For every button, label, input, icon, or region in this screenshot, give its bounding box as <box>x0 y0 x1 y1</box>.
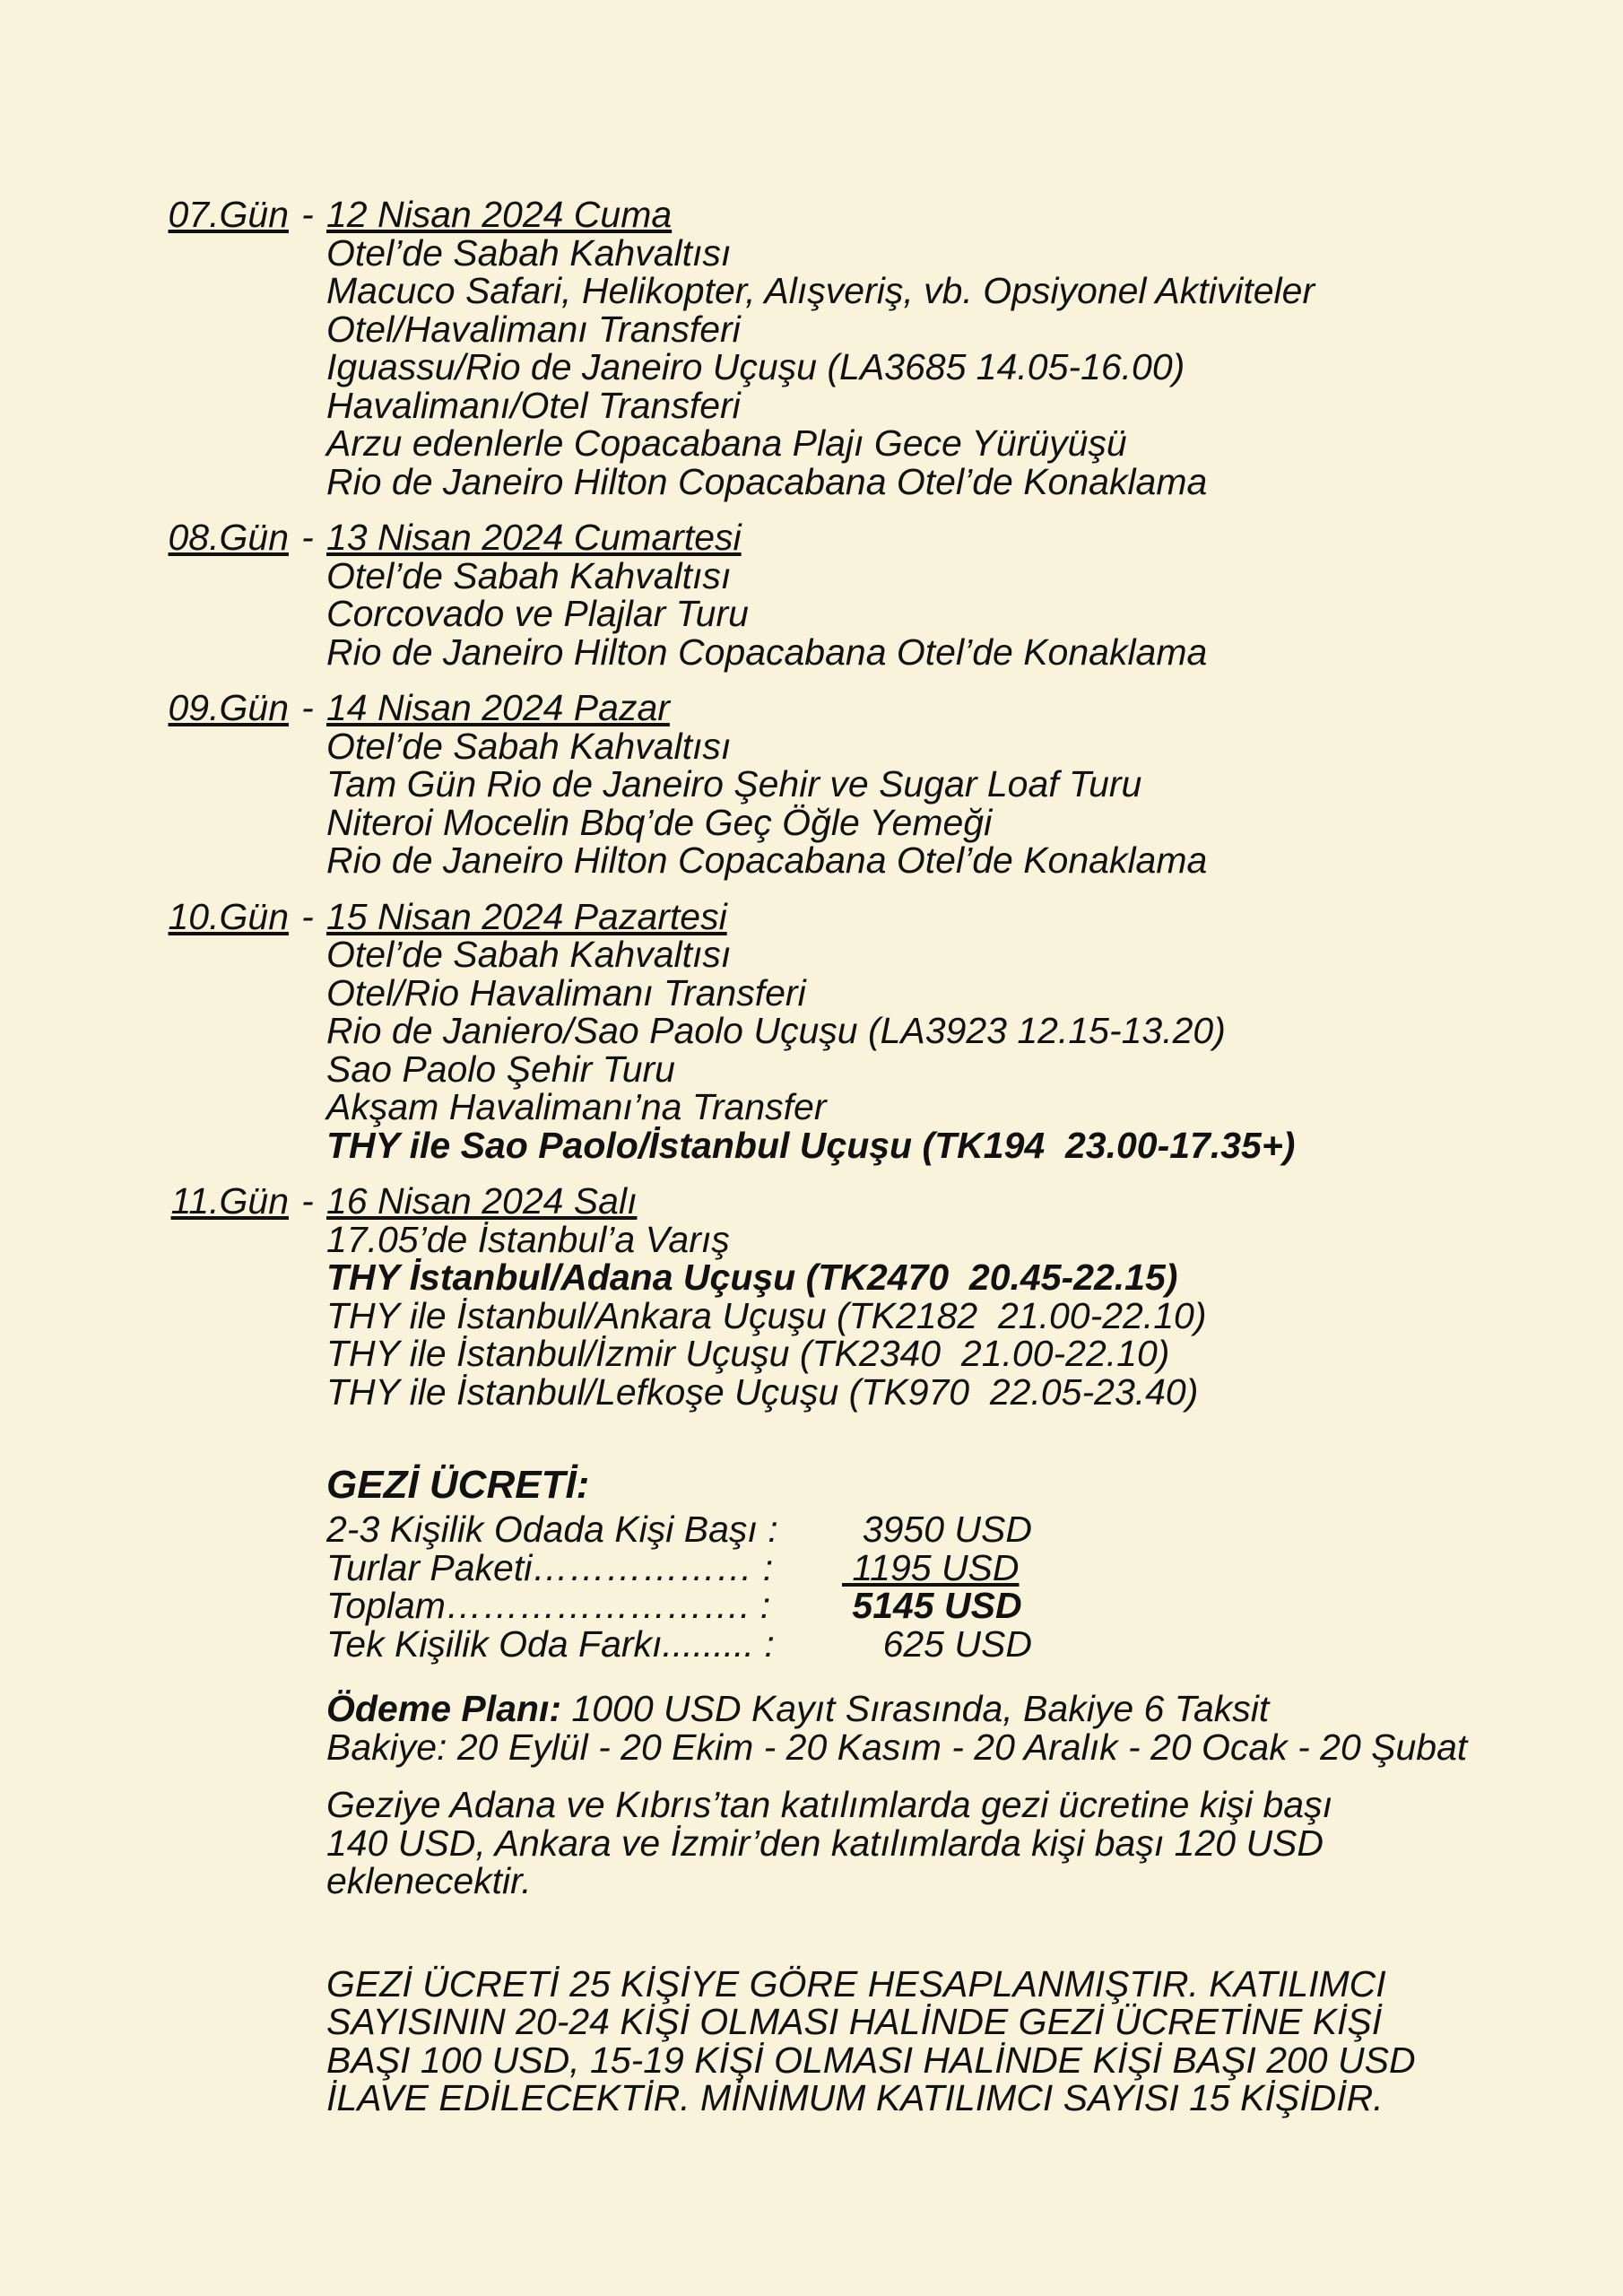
day-entry <box>154 895 1553 1166</box>
day-activities <box>154 231 1553 502</box>
activity-item: THY ile İstanbul/İzmir Uçuşu (TK2340 21.00-22.10) <box>326 1333 1170 1374</box>
activity-item: Otel/Havalimanı Transferi <box>326 308 741 350</box>
pricing-value: 1195 USD <box>842 1546 1020 1588</box>
day-number: 09.Gün <box>168 687 289 728</box>
payment-plan <box>326 1690 1600 1766</box>
day-separator: - <box>301 1180 314 1222</box>
pricing-label: Tek Kişilik Oda Farkı......... : <box>326 1622 775 1665</box>
day-activities <box>154 727 1553 880</box>
day-list <box>154 196 1553 1429</box>
pricing-label: 2-3 Kişilik Odada Kişi Başı : <box>326 1509 778 1550</box>
pricing-value: 625 USD <box>842 1622 1032 1665</box>
condition-line: BAŞI 100 USD, 15-19 KİŞİ OLMASI HALİNDE KİŞİ BAŞI 200 USD <box>326 2039 1416 2081</box>
day-header <box>154 1182 1553 1221</box>
payment-plan-text: 1000 USD Kayıt Sırasında, Bakiye 6 Taksit <box>561 1688 1270 1729</box>
activity-item: Rio de Janeiro Hilton Copacabana Otel’de Konaklama <box>326 631 1208 673</box>
activity-item: Rio de Janiero/Sao Paolo Uçuşu (LA3923 12.15-13.20) <box>326 1010 1226 1051</box>
day-separator: - <box>301 895 314 937</box>
activity-item: THY ile İstanbul/Lefkoşe Uçuşu (TK970 22.05-23.40) <box>326 1370 1199 1413</box>
day-header <box>154 518 1553 557</box>
pricing-row <box>326 1587 1600 1625</box>
day-number: 10.Gün <box>168 895 289 937</box>
day-entry <box>154 689 1553 880</box>
pricing-row <box>326 1546 1600 1588</box>
day-activities <box>154 1218 1553 1413</box>
day-entry <box>154 1182 1553 1411</box>
activity-item: THY ile İstanbul/Ankara Uçuşu (TK2182 21.00-22.10) <box>326 1294 1207 1336</box>
activity-item: Macuco Safari, Helikopter, Alışveriş, vb. Opsiyonel Aktiviteler <box>326 270 1315 311</box>
payment-schedule: Bakiye: 20 Eylül - 20 Ekim - 20 Kasım - 20 Aralık - 20 Ocak - 20 Şubat <box>326 1726 1468 1768</box>
day-header <box>154 689 1553 727</box>
activity-item: THY İstanbul/Adana Uçuşu (TK2470 20.45-22.15) <box>326 1257 1178 1298</box>
day-separator: - <box>301 517 314 558</box>
pricing-value: 3950 USD <box>842 1509 1032 1550</box>
day-date: 14 Nisan 2024 Pazar <box>326 687 670 728</box>
note-line: Geziye Adana ve Kıbrıs’tan katılımlarda gezi ücretine kişi başı <box>326 1784 1332 1825</box>
day-separator: - <box>301 687 314 728</box>
day-activities <box>154 554 1553 673</box>
day-number: 11.Gün <box>170 1180 289 1222</box>
activity-item: Otel’de Sabah Kahvaltısı <box>326 231 732 274</box>
activity-item: Rio de Janeiro Hilton Copacabana Otel’de Konaklama <box>326 460 1208 502</box>
activity-item: THY ile Sao Paolo/İstanbul Uçuşu (TK194 23.00-17.35+) <box>326 1124 1296 1166</box>
activity-item: Otel’de Sabah Kahvaltısı <box>326 554 732 596</box>
activity-item: Corcovado ve Plajlar Turu <box>326 593 749 634</box>
note-line: eklenecektir. <box>326 1860 532 1901</box>
activity-item: Arzu edenlerle Copacabana Plajı Gece Yürüyüşü <box>326 422 1127 464</box>
day-date: 12 Nisan 2024 Cuma <box>326 194 673 235</box>
pricing-value: 5145 USD <box>842 1585 1022 1626</box>
activity-item: 17.05’de İstanbul’a Varış <box>326 1218 730 1260</box>
pricing-section <box>326 1464 1600 2118</box>
activity-item: Niteroi Mocelin Bbq’de Geç Öğle Yemeği <box>326 801 993 843</box>
day-entry <box>154 196 1553 500</box>
day-header <box>154 196 1553 234</box>
pricing-row <box>326 1510 1600 1549</box>
day-date: 16 Nisan 2024 Salı <box>326 1180 638 1222</box>
day-entry <box>154 518 1553 671</box>
day-activities <box>154 935 1553 1164</box>
day-date: 15 Nisan 2024 Pazartesi <box>326 895 727 937</box>
activity-item: Akşam Havalimanı’na Transfer <box>326 1086 827 1127</box>
day-separator: - <box>301 194 314 235</box>
activity-item: Otel/Rio Havalimanı Transferi <box>326 971 806 1013</box>
pricing-heading: GEZİ ÜCRETİ: <box>326 1463 590 1507</box>
pricing-label: Turlar Paketi……………… : <box>326 1546 774 1588</box>
day-number: 08.Gün <box>168 517 289 558</box>
activity-item: Iguassu/Rio de Janeiro Uçuşu (LA3685 14.05-16.00) <box>326 346 1185 387</box>
condition-line: SAYISININ 20-24 KİŞİ OLMASI HALİNDE GEZİ ÜCRETİNE KİŞİ <box>326 2001 1383 2042</box>
activity-item: Sao Paolo Şehir Turu <box>326 1048 675 1090</box>
activity-item: Otel’de Sabah Kahvaltısı <box>326 725 732 767</box>
extra-fee-note <box>326 1786 1600 1900</box>
pricing-row <box>326 1622 1600 1665</box>
payment-plan-label: Ödeme Planı: <box>326 1688 562 1729</box>
activity-item: Tam Gün Rio de Janeiro Şehir ve Sugar Loaf Turu <box>326 763 1142 804</box>
condition-line: İLAVE EDİLECEKTİR. MİNİMUM KATILIMCI SAYISI 15 KİŞİDİR. <box>326 2077 1384 2118</box>
pricing-table <box>326 1510 1600 1663</box>
pricing-label: Toplam……………………. : <box>326 1585 771 1626</box>
day-date: 13 Nisan 2024 Cumartesi <box>326 517 742 558</box>
participation-conditions <box>326 1962 1600 2118</box>
day-header <box>154 895 1553 937</box>
activity-item: Rio de Janeiro Hilton Copacabana Otel’de Konaklama <box>326 839 1208 881</box>
activity-item: Otel’de Sabah Kahvaltısı <box>326 934 732 975</box>
note-line: 140 USD, Ankara ve İzmir’den katılımlarda kişi başı 120 USD <box>326 1822 1324 1864</box>
condition-line: GEZİ ÜCRETİ 25 KİŞİYE GÖRE HESAPLANMIŞTIR. KATILIMCI <box>326 1962 1386 2005</box>
activity-item: Havalimanı/Otel Transferi <box>326 384 741 426</box>
day-number: 07.Gün <box>168 194 289 235</box>
